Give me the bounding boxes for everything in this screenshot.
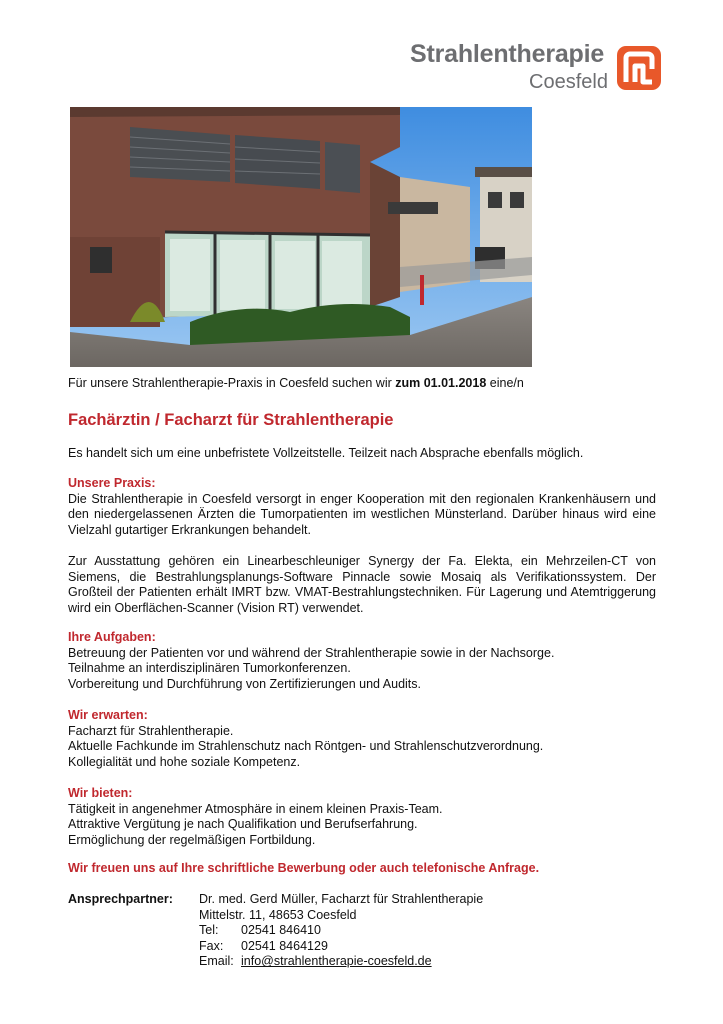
building-photo [70,107,532,367]
email-label: Email: [199,954,234,969]
section-heading: Unsere Praxis: [68,476,156,490]
building-photo-image [70,107,532,367]
list-item: Facharzt für Strahlentherapie. [68,723,234,738]
employment-text: Es handelt sich um eine unbefristete Vollzeitstelle. Teilzeit nach Absprache ebenfalls möglich. [68,446,584,460]
contact-email-row [199,954,599,970]
section-aufgaben [68,630,656,692]
list-item: Teilnahme an interdisziplinären Tumorkonferenzen. [68,661,351,676]
section-heading: Wir erwarten: [68,708,148,722]
job-title: Fachärztin / Facharzt für Strahlentherapie [68,411,394,429]
intro-text [68,376,524,390]
employment-info [68,446,656,462]
contact-name: Dr. med. Gerd Müller, Facharzt für Strahlentherapie [199,892,484,906]
logo [410,40,670,96]
list-item: Betreuung der Patienten vor und während der Strahlentherapie sowie in der Nachsorge. [68,645,555,660]
praxis-paragraph-2: Zur Ausstattung gehören ein Linearbeschleuniger Synergy der Fa. Elekta, ein Mehrzeilen-CT von Siemens, die Bestrahlungsplanungs-Software Pinnacle sowie Mosaiq als Verifikationssystem. Der Großteil der Patienten erhält IMRT bzw. VMAT-Bestrahlungstechniken. Für Lagerung und Atemtriggerung wird ein Oberflächen-Scanner (Vision RT) verwendet. [68,554,656,615]
list-item: Kollegialität und hohe soziale Kompetenz. [68,754,301,769]
list-item: Tätigkeit in angenehmer Atmosphäre in einem kleinen Praxis-Team. [68,801,443,816]
list-item: Attraktive Vergütung je nach Qualifikation und Berufserfahrung. [68,817,418,832]
section-heading: Wir bieten: [68,786,133,800]
list-item: Vorbereitung und Durchführung von Zertifizierungen und Audits. [68,676,422,691]
list-item: Ermöglichung der regelmäßigen Fortbildung. [68,832,316,847]
phone-number[interactable]: 02541 846410 [241,923,321,938]
logo-mark-icon [615,44,663,92]
closing-text: Wir freuen uns auf Ihre schriftliche Bewerbung oder auch telefonische Anfrage. [68,861,540,875]
phone-label: Tel: [199,923,219,938]
logo-title: Strahlentherapie [410,40,605,68]
fax-label: Fax: [199,938,224,953]
intro-before: Für unsere Strahlentherapie-Praxis in Coesfeld suchen wir [68,376,396,390]
fax-number: 02541 8464129 [241,938,328,953]
section-erwarten [68,708,656,770]
contact-details [199,892,599,970]
contact-label: Ansprechpartner: [68,892,173,906]
intro-after: eine/n [486,376,524,390]
section-praxis-equipment [68,554,656,616]
list-item: Aktuelle Fachkunde im Strahlenschutz nach Röntgen- und Strahlenschutzverordnung. [68,739,544,754]
email-link[interactable]: info@strahlentherapie-coesfeld.de [241,954,432,969]
praxis-paragraph-1: Die Strahlentherapie in Coesfeld versorgt in enger Kooperation mit den regionalen Krankenhäusern und den niedergelassenen Ärzten die Tumorpatienten im westlichen Münsterland. Darüber hinaus wird eine Vielzahl gutartiger Erkrankungen behandelt. [68,491,656,537]
logo-subtitle: Coesfeld [529,71,608,93]
section-heading: Ihre Aufgaben: [68,630,156,644]
closing-section [68,861,656,877]
contact-address: Mittelstr. 11, 48653 Coesfeld [199,907,357,922]
section-praxis [68,476,656,538]
section-bieten [68,786,656,848]
contact-phone-row [199,923,599,939]
intro-date: zum 01.01.2018 [395,376,487,390]
contact-fax-row [199,939,599,955]
